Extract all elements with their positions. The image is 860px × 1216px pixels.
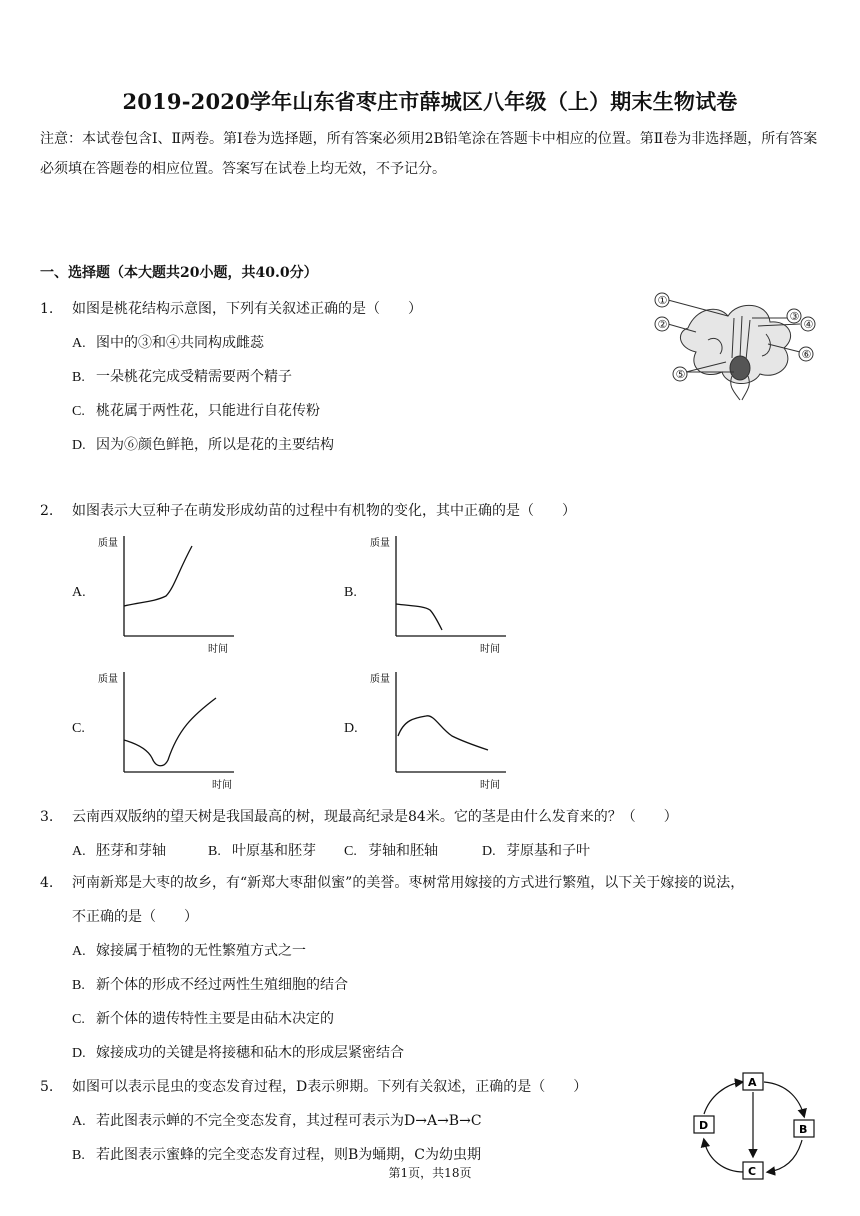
page-footer: 第1页，共18页 [388, 1166, 472, 1180]
graph-ylabel: 质量 [370, 674, 390, 685]
question-number: 3. [40, 809, 54, 825]
option-5a: A. 若此图表示蝉的不完全变态发育，其过程可表示为D→A→B→C [72, 1113, 482, 1129]
question-3 [40, 806, 678, 826]
peach-flower-figure [648, 288, 820, 406]
graph-xlabel: 时间 [212, 780, 232, 791]
question-stem-line1: 河南新郑是大枣的故乡，有“新郑大枣甜似蜜”的美誉。枣树常用嫁接的方式进行繁殖，以下关于嫁接的说法， [72, 875, 745, 891]
section-heading: 一、选择题（本大题共20小题，共40.0分） [40, 265, 318, 281]
option-2b: B. [344, 585, 357, 600]
option-2d: D. [344, 721, 358, 736]
cycle-node-d: D [699, 1119, 709, 1132]
option-4c: C. 新个体的遗传特性主要是由砧木决定的 [72, 1011, 334, 1027]
option-5b: B. 若此图表示蜜蜂的完全变态发育过程，则B为蛹期，C为幼虫期 [72, 1147, 481, 1163]
graph-b-curve [396, 604, 442, 630]
question-stem: 云南西双版纳的望天树是我国最高的树，现最高纪录是84米。它的茎是由什么发育来的？（ ） [72, 809, 678, 825]
question-number: 1. [40, 301, 54, 317]
flower-label-3: ③ [789, 310, 800, 323]
graph-ylabel: 质量 [98, 538, 118, 549]
graph-a [96, 532, 246, 656]
question-2 [40, 500, 576, 520]
option-1a: A. 图中的③和④共同构成雌蕊 [72, 335, 264, 351]
question-number: 5. [40, 1079, 54, 1095]
question-4 [40, 872, 744, 892]
option-3b: B. 叶原基和胚芽 [208, 843, 316, 859]
question-number: 4. [40, 875, 54, 891]
question-stem: 如图是桃花结构示意图，下列有关叙述正确的是（ ） [72, 301, 422, 317]
option-4b: B. 新个体的形成不经过两性生殖细胞的结合 [72, 977, 348, 993]
question-5 [40, 1076, 587, 1096]
graph-xlabel: 时间 [480, 780, 500, 791]
option-3d: D. 芽原基和子叶 [482, 843, 590, 859]
graph-b [368, 532, 518, 656]
graph-d [368, 668, 518, 792]
option-4d: D. 嫁接成功的关键是将接穗和砧木的形成层紧密结合 [72, 1045, 404, 1061]
question-number: 2. [40, 503, 54, 519]
question-1 [40, 298, 422, 318]
option-1d: D. 因为⑥颜色鲜艳，所以是花的主要结构 [72, 437, 334, 453]
graph-c [96, 668, 246, 792]
cycle-node-c: C [748, 1165, 757, 1178]
option-2c: C. [72, 721, 85, 736]
question-stem: 如图表示大豆种子在萌发形成幼苗的过程中有机物的变化，其中正确的是（ ） [72, 503, 576, 519]
cycle-node-b: B [799, 1123, 808, 1136]
option-2a: A. [72, 585, 86, 600]
question-stem: 如图可以表示昆虫的变态发育过程，D表示卵期。下列有关叙述，正确的是（ ） [72, 1079, 588, 1095]
option-1b: B. 一朵桃花完成受精需要两个精子 [72, 369, 292, 385]
exam-notice: 注意：本试卷包含Ⅰ、Ⅱ两卷。第Ⅰ卷为选择题，所有答案必须用2B铅笔涂在答题卡中相应的位置。第Ⅱ卷为非选择题，所有答案必须填在答题卷的相应位置。答案写在试卷上均无效，不予记分。 [40, 131, 818, 177]
flower-label-6: ⑥ [801, 348, 812, 361]
graph-a-curve [124, 546, 192, 606]
option-1c: C. 桃花属于两性花，只能进行自花传粉 [72, 403, 320, 419]
cycle-node-a: A [748, 1076, 757, 1089]
graph-ylabel: 质量 [98, 674, 118, 685]
option-4a: A. 嫁接属于植物的无性繁殖方式之一 [72, 943, 306, 959]
flower-label-5: ⑤ [675, 368, 686, 381]
flower-label-2: ② [657, 318, 668, 331]
flower-label-4: ④ [803, 318, 814, 331]
graph-xlabel: 时间 [480, 644, 500, 655]
graph-c-curve [124, 698, 216, 766]
option-3c: C. 芽轴和胚轴 [344, 843, 438, 859]
graph-xlabel: 时间 [208, 644, 228, 655]
exam-title: 2019-2020学年山东省枣庄市薛城区八年级（上）期末生物试卷 [122, 89, 738, 114]
graph-ylabel: 质量 [370, 538, 390, 549]
flower-label-1: ① [657, 294, 668, 307]
graph-d-curve [398, 716, 488, 750]
question-4-line2: 不正确的是（ ） [72, 909, 198, 925]
option-3a: A. 胚芽和芽轴 [72, 843, 166, 859]
